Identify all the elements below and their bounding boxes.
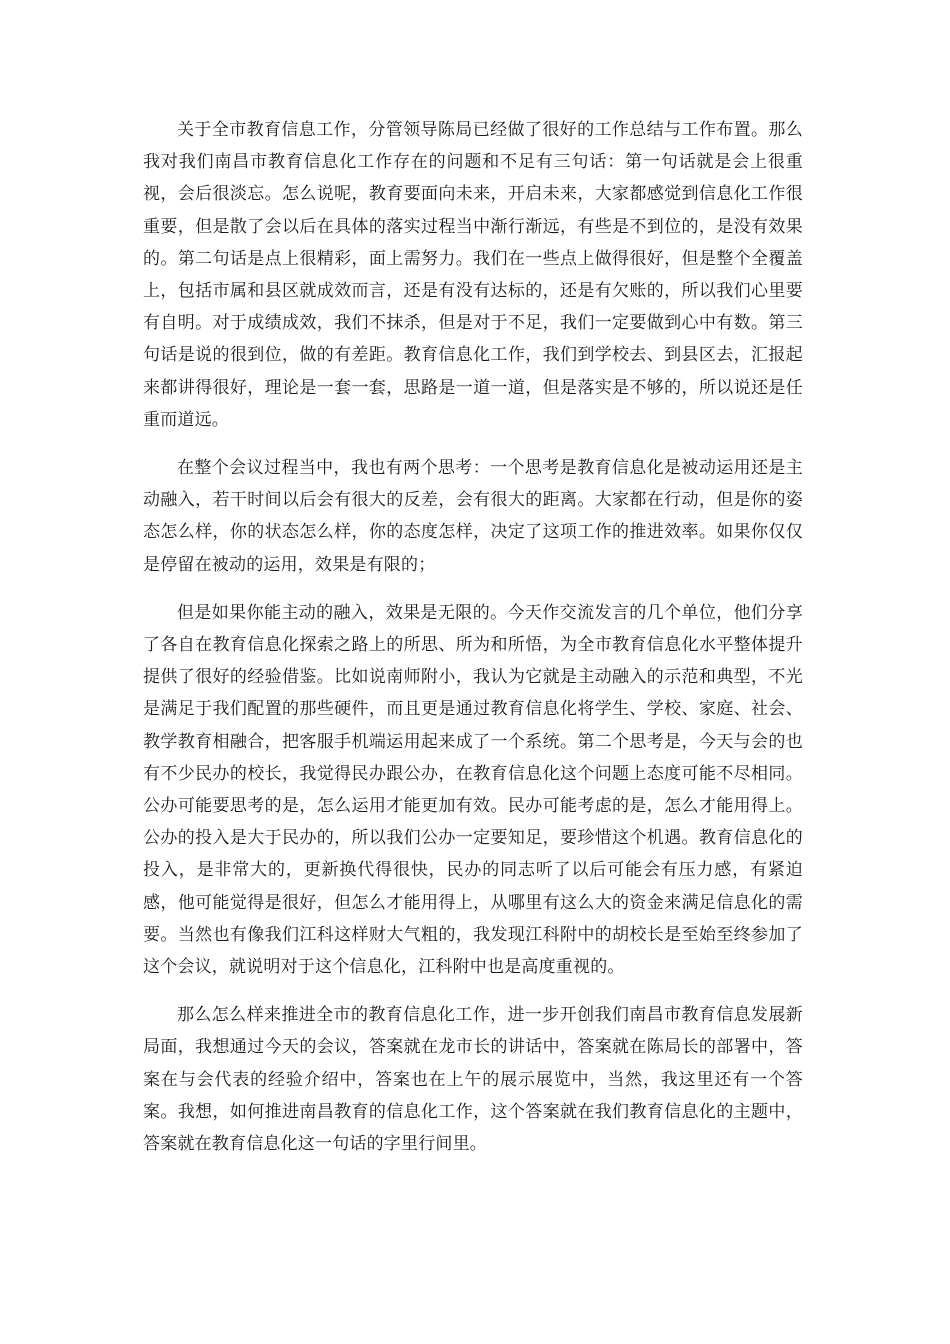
paragraph-2: 在整个会议过程当中，我也有两个思考：一个思考是教育信息化是被动运用还是主动融入，若干时间以后会有很大的反差，会有很大的距离。大家都在行动，但是你的姿态怎么样，你的状态怎么样，你的态度怎样，决定了这项工作的推进效率。如果你仅仅是停留在被动的运用，效果是有限的；: [143, 458, 803, 575]
document-body: [143, 114, 803, 1176]
paragraph-3: 但是如果你能主动的融入，效果是无限的。今天作交流发言的几个单位，他们分享了各自在教育信息化探索之路上的所思、所为和所悟，为全市教育信息化水平整体提升提供了很好的经验借鉴。比如说南师附小，我认为它就是主动融入的示范和典型，不光是满足于我们配置的那些硬件，而且更是通过教育信息化将学生、学校、家庭、社会、教学教育相融合，把客服手机端运用起来成了一个系统。第二个思考是，今天与会的也有不少民办的校长，我觉得民办跟公办，在教育信息化这个问题上态度可能不尽相同。公办可能要思考的是，怎么运用才能更加有效。民办可能考虑的是，怎么才能用得上。公办的投入是大于民办的，所以我们公办一定要知足，要珍惜这个机遇。教育信息化的投入，是非常大的，更新换代得很快，民办的同志听了以后可能会有压力感，有紧迫感，他可能觉得是很好，但怎么才能用得上，从哪里有这么大的资金来满足信息化的需要。当然也有像我们江科这样财大气粗的，我发现江科附中的胡校长是至始至终参加了这个会议，就说明对于这个信息化，江科附中也是高度重视的。: [143, 602, 803, 978]
paragraph-4: 那么怎么样来推进全市的教育信息化工作，进一步开创我们南昌市教育信息发展新局面，我想通过今天的会议，答案就在龙市长的讲话中，答案就在陈局长的部署中，答案在与会代表的经验介绍中，答案也在上午的展示展览中，当然，我这里还有一个答案。我想，如何推进南昌教育的信息化工作，这个答案就在我们教育信息化的主题中，答案就在教育信息化这一句话的字里行间里。: [143, 1005, 803, 1155]
paragraph-1: 关于全市教育信息工作，分管领导陈局已经做了很好的工作总结与工作布置。那么我对我们南昌市教育信息化工作存在的问题和不足有三句话：第一句话就是会上很重视，会后很淡忘。怎么说呢，教育要面向未来，开启未来，大家都感觉到信息化工作很重要，但是散了会以后在具体的落实过程当中渐行渐远，有些是不到位的，是没有效果的。第二句话是点上很精彩，面上需努力。我们在一些点上做得很好，但是整个全覆盖上，包括市属和县区就成效而言，还是有没有达标的，还是有欠账的，所以我们心里要有自明。对于成绩成效，我们不抹杀，但是对于不足，我们一定要做到心中有数。第三句话是说的很到位，做的有差距。教育信息化工作，我们到学校去、到县区去，汇报起来都讲得很好，理论是一套一套，思路是一道一道，但是落实是不够的，所以说还是任重而道远。: [143, 120, 803, 430]
